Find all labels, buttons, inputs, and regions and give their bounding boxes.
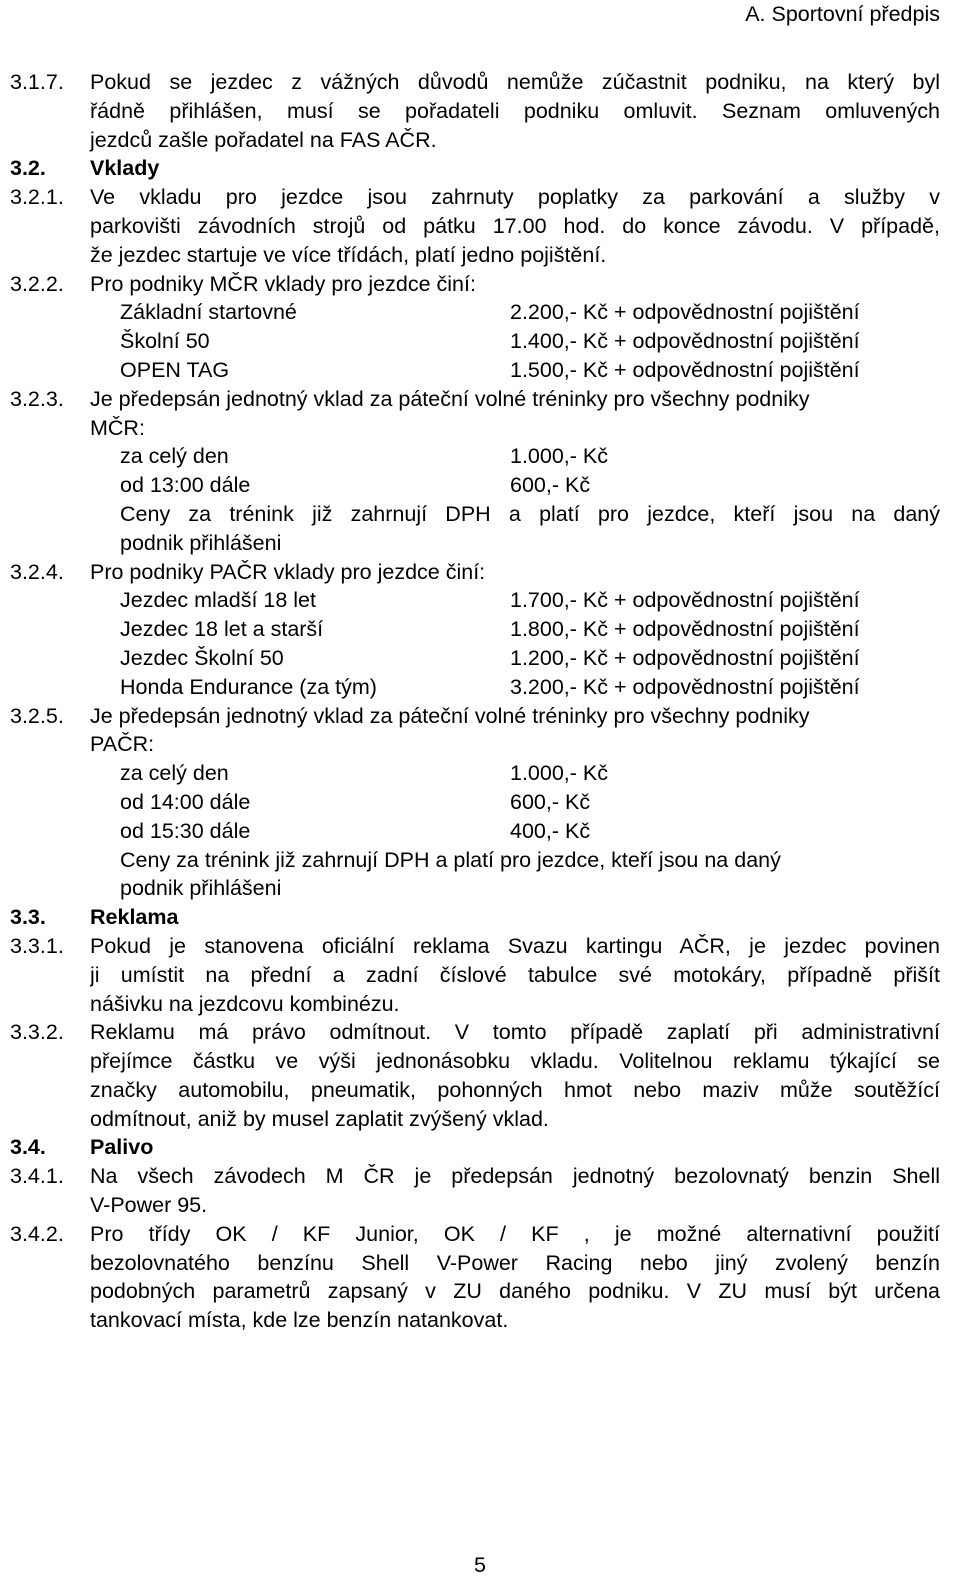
- paragraph-text: Pro podniky MČR vklady pro jezdce činí:: [90, 271, 476, 296]
- text-line: [10, 183, 940, 212]
- text-line: [10, 212, 940, 241]
- document-body: [10, 68, 940, 1335]
- fee-value: 1.700,- Kč + odpovědnostní pojištění: [510, 588, 860, 613]
- text-line: [10, 1076, 940, 1105]
- paragraph-text: PAČR:: [90, 732, 155, 757]
- fee-value: 600,- Kč: [510, 473, 591, 498]
- page-number: 5: [474, 1553, 486, 1577]
- section-number: 3.2.3.: [10, 386, 64, 411]
- text-line: [10, 558, 940, 587]
- fee-value: 600,- Kč: [510, 789, 591, 814]
- fee-label: od 13:00 dále: [120, 473, 251, 498]
- paragraph-text: Na všech závodech M ČR je předepsán jednotný bezolovnatý benzin Shell: [90, 1164, 940, 1189]
- section-number: 3.2.4.: [10, 559, 64, 584]
- section-number: 3.2.: [10, 156, 46, 181]
- fee-label: Jezdec Školní 50: [120, 645, 284, 670]
- paragraph-text: řádně přihlášen, musí se pořadateli podniku omluvit. Seznam omluvených: [90, 98, 940, 123]
- paragraph-text: přejímce částku ve výši jednonásobku vkladu. Volitelnou reklamu týkající se: [90, 1049, 940, 1074]
- paragraph-text: odmítnout, aniž by musel zaplatit zvýšený vklad.: [90, 1106, 549, 1131]
- section-number: 3.1.7.: [10, 70, 64, 94]
- text-line: [10, 961, 940, 990]
- text-line: [10, 356, 940, 385]
- fee-label: Honda Endurance (za tým): [120, 674, 377, 699]
- text-line: [10, 990, 940, 1019]
- text-line: [10, 1306, 940, 1335]
- text-line: [10, 1162, 940, 1191]
- paragraph-text: Ceny za trénink již zahrnují DPH a platí pro jezdce, kteří jsou na daný: [120, 501, 940, 526]
- fee-value: 1.800,- Kč + odpovědnostní pojištění: [510, 617, 860, 642]
- paragraph-text: MČR:: [90, 415, 145, 440]
- text-line: [10, 442, 940, 471]
- section-number: 3.4.1.: [10, 1164, 64, 1189]
- paragraph-text: Pro třídy OK / KF Junior, OK / KF , je možné alternativní použití: [90, 1221, 940, 1246]
- text-line: [10, 1191, 940, 1220]
- fee-value: 1.400,- Kč + odpovědnostní pojištění: [510, 329, 860, 354]
- paragraph-text: podobných parametrů zapsaný v ZU daného podniku. V ZU musí být určena: [90, 1279, 940, 1304]
- text-line: [10, 1249, 940, 1278]
- fee-value: 1.500,- Kč + odpovědnostní pojištění: [510, 357, 860, 382]
- fee-label: za celý den: [120, 761, 229, 786]
- paragraph-text: Pokud se jezdec z vážných důvodů nemůže zúčastnit podniku, na který byl: [90, 70, 940, 94]
- text-line: [10, 788, 940, 817]
- text-line: [10, 1105, 940, 1134]
- text-line: [10, 270, 940, 299]
- section-number: 3.2.1.: [10, 185, 64, 210]
- text-line: [10, 1018, 940, 1047]
- paragraph-text: Pokud je stanovena oficiální reklama Svazu kartingu AČR, je jezdec povinen: [90, 933, 940, 958]
- section-number: 3.4.: [10, 1135, 46, 1160]
- section-number: 3.3.2.: [10, 1020, 64, 1045]
- text-line: [10, 903, 940, 932]
- paragraph-text: Reklamu má právo odmítnout. V tomto případě zaplatí při administrativní: [90, 1020, 940, 1045]
- paragraph-text: Pro podniky PAČR vklady pro jezdce činí:: [90, 559, 486, 584]
- text-line: [10, 529, 940, 558]
- fee-label: za celý den: [120, 444, 229, 469]
- fee-value: 1.000,- Kč: [510, 761, 608, 786]
- section-heading: Palivo: [90, 1135, 154, 1160]
- text-line: [10, 644, 940, 673]
- section-heading: Vklady: [90, 156, 160, 181]
- paragraph-text: Je předepsán jednotný vklad za páteční volné tréninky pro všechny podniky: [90, 386, 810, 411]
- paragraph-text: ji umístit na přední a zadní číslové tabulce své motokáry, případně přišít: [90, 962, 940, 987]
- fee-value: 2.200,- Kč + odpovědnostní pojištění: [510, 300, 860, 325]
- fee-value: 1.000,- Kč: [510, 444, 608, 469]
- fee-label: Základní startovné: [120, 300, 297, 325]
- text-line: [10, 586, 940, 615]
- fee-value: 1.200,- Kč + odpovědnostní pojištění: [510, 645, 860, 670]
- paragraph-text: značky automobilu, pneumatik, pohonných hmot nebo maziv může soutěžící: [90, 1077, 940, 1102]
- text-line: [10, 1133, 940, 1162]
- paragraph-text: V-Power 95.: [90, 1193, 208, 1218]
- text-line: [10, 154, 940, 183]
- fee-label: OPEN TAG: [120, 357, 230, 382]
- text-line: [10, 500, 940, 529]
- fee-label: Jezdec mladší 18 let: [120, 588, 316, 613]
- text-line: [10, 327, 940, 356]
- text-line: [10, 846, 940, 875]
- section-number: 3.4.2.: [10, 1221, 64, 1246]
- paragraph-text: Je předepsán jednotný vklad za páteční volné tréninky pro všechny podniky: [90, 703, 810, 728]
- text-line: [10, 673, 940, 702]
- text-line: [10, 241, 940, 270]
- text-line: [10, 97, 940, 126]
- fee-label: od 15:30 dále: [120, 818, 251, 843]
- fee-value: 400,- Kč: [510, 818, 591, 843]
- paragraph-text: jezdců zašle pořadatel na FAS AČR.: [90, 127, 437, 152]
- paragraph-text: bezolovnatého benzínu Shell V-Power Racing nebo jiný zvolený benzín: [90, 1250, 940, 1275]
- paragraph-text: podnik přihlášeni: [120, 530, 282, 555]
- text-line: [10, 730, 940, 759]
- paragraph-text: parkovišti závodních strojů od pátku 17.00 hod. do konce závodu. V případě,: [90, 213, 940, 238]
- fee-value: 3.200,- Kč + odpovědnostní pojištění: [510, 674, 860, 699]
- text-line: [10, 1277, 940, 1306]
- text-line: [10, 615, 940, 644]
- text-line: [10, 68, 940, 97]
- text-line: [10, 126, 940, 155]
- section-number: 3.3.1.: [10, 933, 64, 958]
- text-line: [10, 298, 940, 327]
- fee-label: Jezdec 18 let a starší: [120, 617, 324, 642]
- paragraph-text: nášivku na jezdcovu kombinézu.: [90, 991, 400, 1016]
- text-line: [10, 1220, 940, 1249]
- fee-label: od 14:00 dále: [120, 789, 251, 814]
- fee-label: Školní 50: [120, 329, 210, 354]
- text-line: [10, 759, 940, 788]
- text-line: [10, 932, 940, 961]
- section-number: 3.2.2.: [10, 271, 64, 296]
- paragraph-text: Ceny za trénink již zahrnují DPH a platí pro jezdce, kteří jsou na daný: [120, 847, 781, 872]
- text-line: [10, 471, 940, 500]
- text-line: [10, 702, 940, 731]
- running-header: A. Sportovní předpis: [745, 2, 940, 26]
- paragraph-text: že jezdec startuje ve více třídách, platí jedno pojištění.: [90, 242, 607, 267]
- section-number: 3.2.5.: [10, 703, 64, 728]
- text-line: [10, 817, 940, 846]
- text-line: [10, 874, 940, 903]
- paragraph-text: podnik přihlášeni: [120, 876, 282, 901]
- text-line: [10, 385, 940, 414]
- section-heading: Reklama: [90, 905, 179, 930]
- text-line: [10, 414, 940, 443]
- text-line: [10, 1047, 940, 1076]
- paragraph-text: Ve vkladu pro jezdce jsou zahrnuty poplatky za parkování a služby v: [90, 185, 940, 210]
- paragraph-text: tankovací místa, kde lze benzín natankovat.: [90, 1308, 509, 1333]
- section-number: 3.3.: [10, 905, 46, 930]
